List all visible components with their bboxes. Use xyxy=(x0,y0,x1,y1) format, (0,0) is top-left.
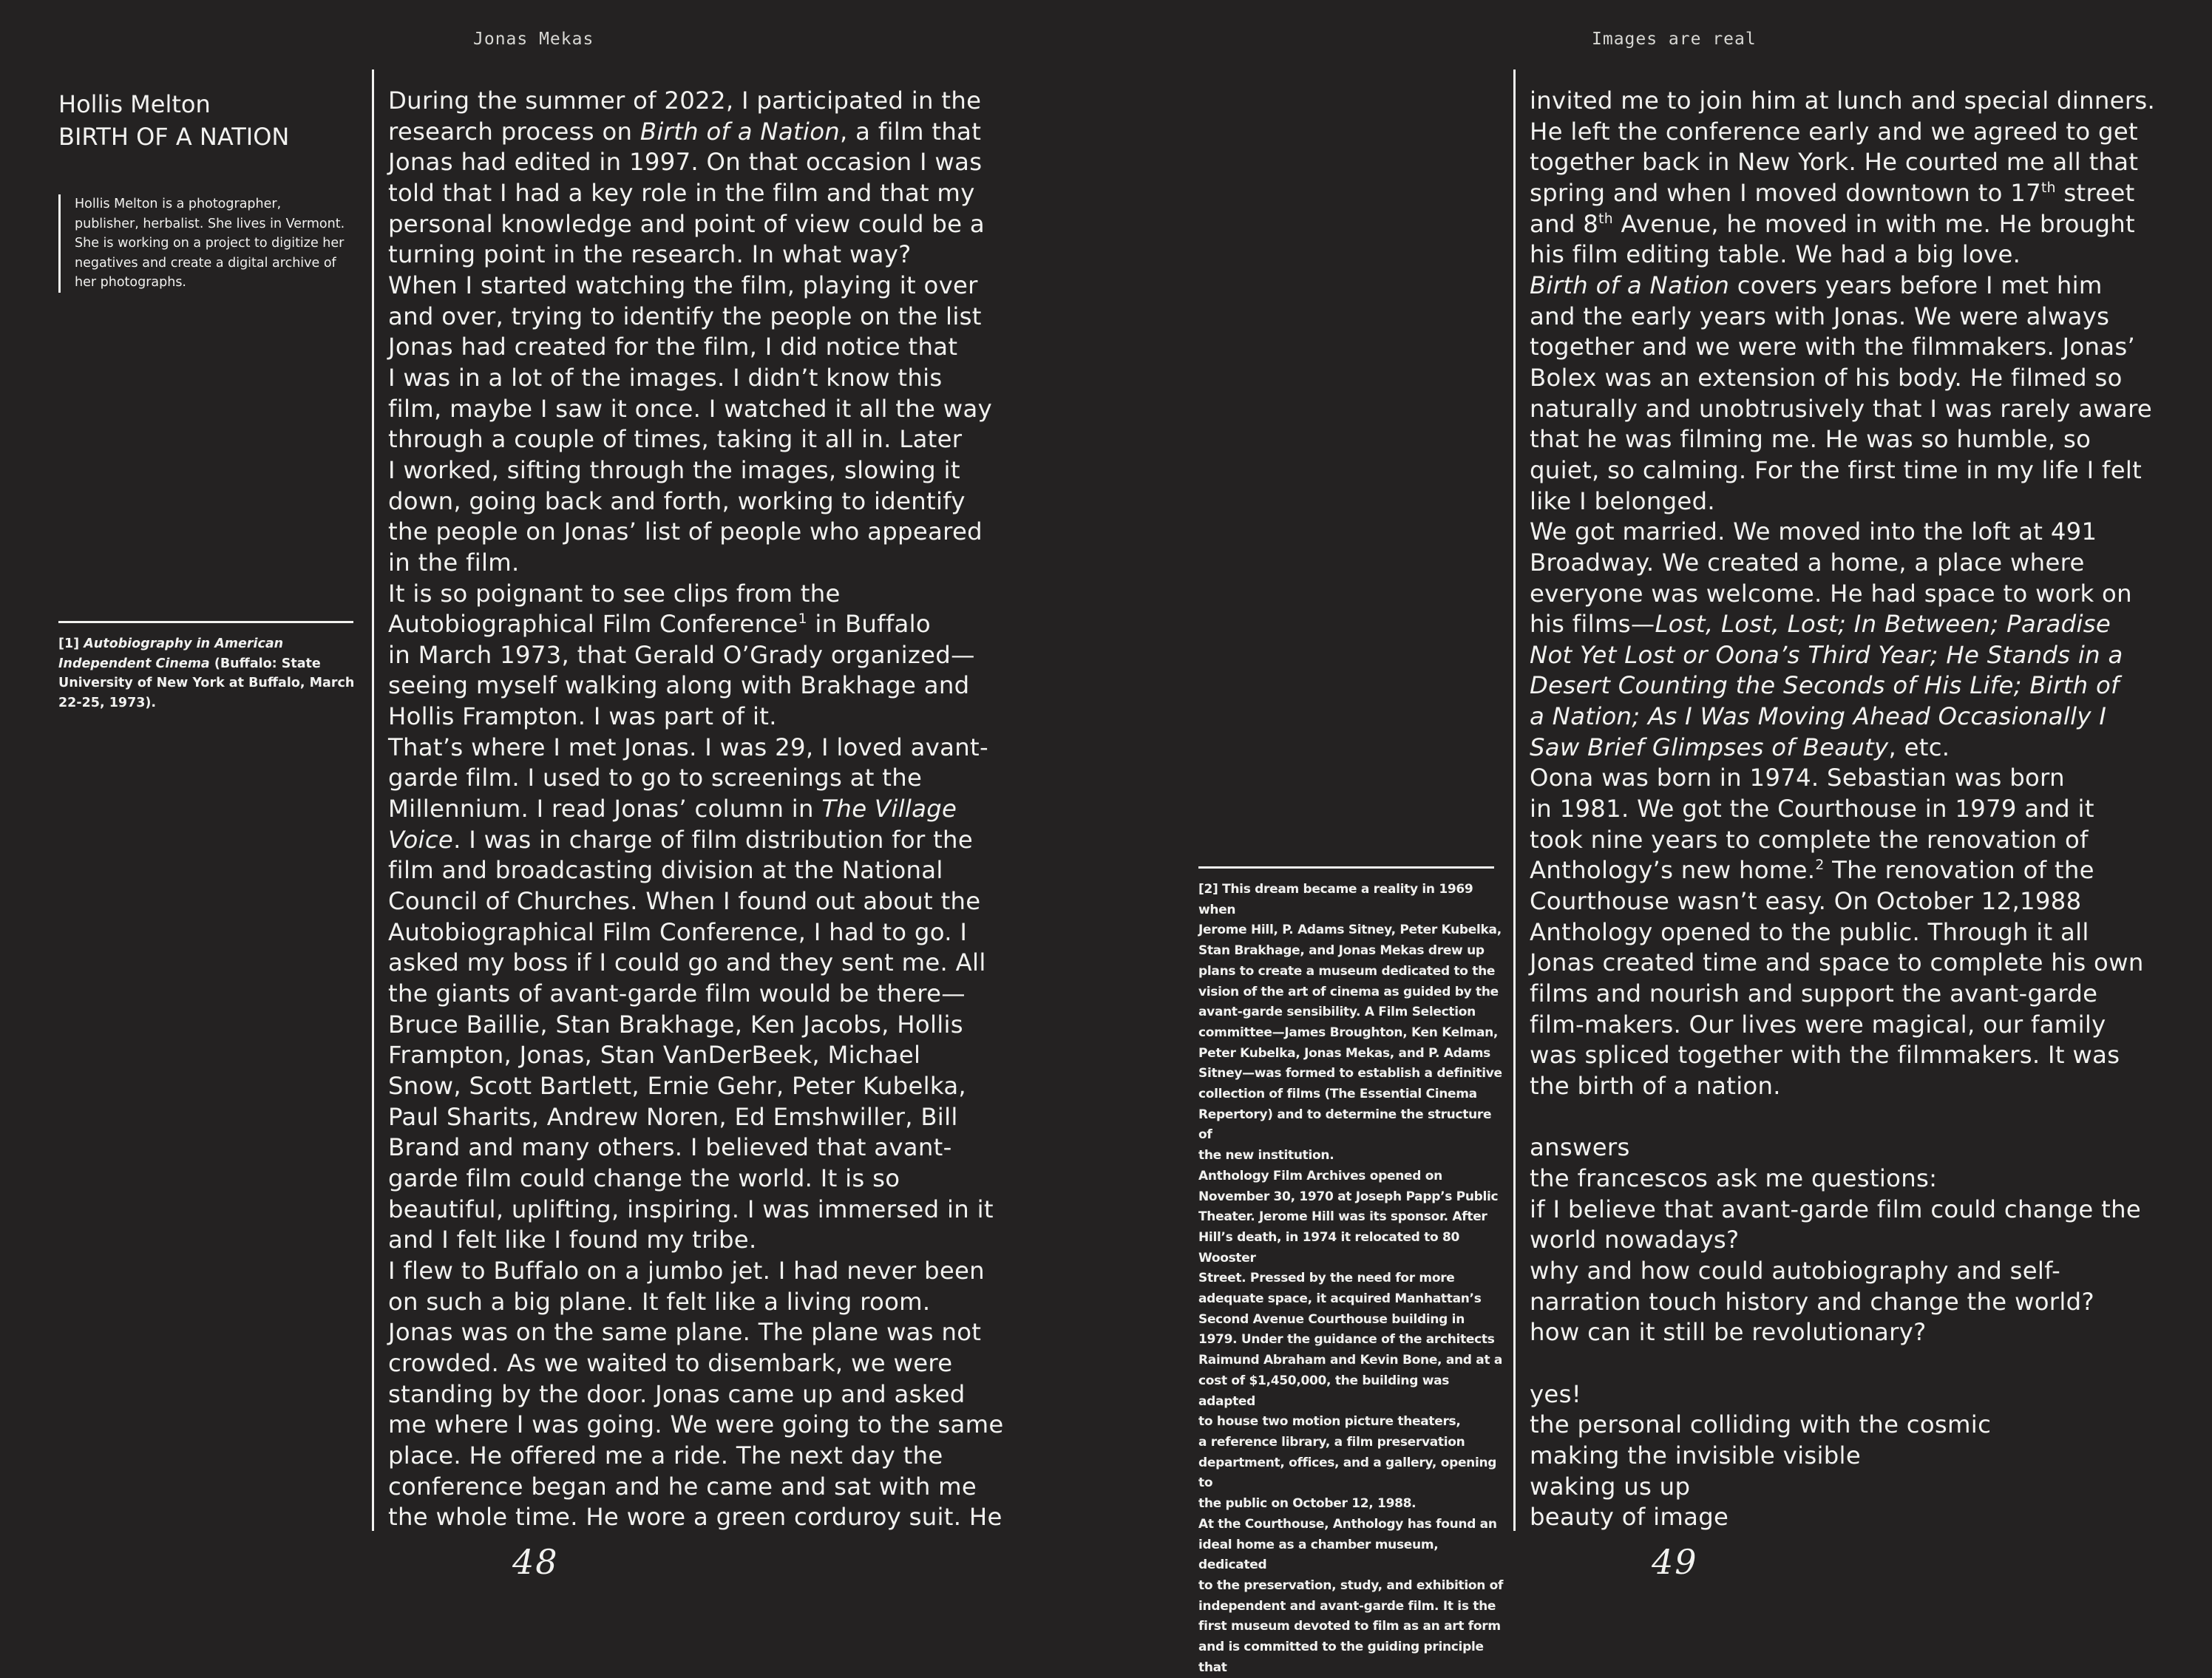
text-line xyxy=(1530,640,2195,671)
text-line xyxy=(388,855,1024,886)
text-line xyxy=(388,147,1024,178)
text-run: Jonas had edited in 1997. On that occasion I was xyxy=(388,148,983,177)
footnote-2-line: Sitney—was formed to establish a definitive xyxy=(1198,1066,1502,1081)
text-run: how can it still be revolutionary? xyxy=(1530,1318,1927,1347)
text-run: and 8 xyxy=(1530,209,1599,238)
text-line xyxy=(1530,1040,2195,1071)
text-line xyxy=(388,517,1024,548)
text-line xyxy=(1530,917,2195,948)
text-run: through a couple of times, taking it all in. Later xyxy=(388,425,963,454)
text-line xyxy=(388,332,1024,363)
text-line xyxy=(1530,1317,2195,1348)
text-line xyxy=(1530,1410,2195,1441)
footnote-2-line: the public on October 12, 1988. xyxy=(1198,1496,1417,1512)
footnote-2-line: avant-garde sensibility. A Film Selection xyxy=(1198,1005,1476,1020)
text-line xyxy=(1530,332,2195,363)
text-line xyxy=(1530,1010,2195,1041)
text-line xyxy=(388,948,1024,979)
text-line xyxy=(388,363,1024,394)
footnote-2-line: Peter Kubelka, Jonas Mekas, and P. Adams xyxy=(1198,1045,1490,1061)
text-line xyxy=(1530,86,2195,117)
text-run: and I felt like I found my tribe. xyxy=(388,1226,757,1254)
text-run: invited me to join him at lunch and special dinners. xyxy=(1530,86,2156,115)
text-run: took nine years to complete the renovation of xyxy=(1530,825,2089,854)
text-line xyxy=(1530,1502,2195,1533)
italic-title: Birth of a Nation xyxy=(639,117,841,146)
text-run: Anthology’s new home. xyxy=(1530,856,1816,885)
text-run: Jonas had created for the film, I did notice that xyxy=(388,333,958,361)
text-run: street xyxy=(2055,178,2135,207)
body-text-right xyxy=(1530,86,2195,1533)
footnote-2-line: a reference library, a film preservation xyxy=(1198,1434,1465,1450)
text-line xyxy=(1530,240,2195,271)
footnote-2-line: At the Courthouse, Anthology has found an xyxy=(1198,1516,1497,1532)
text-run: that he was filming me. He was so humble, so xyxy=(1530,425,2091,454)
text-run: garde film. I used to go to screenings at the xyxy=(388,764,923,792)
text-line xyxy=(388,240,1024,271)
text-run: standing by the door. Jonas came up and asked xyxy=(388,1379,966,1408)
italic-title: Lost, Lost, Lost; In Between; Paradise xyxy=(1655,610,2111,639)
superscript: th xyxy=(2041,180,2056,197)
text-line xyxy=(1530,702,2195,733)
running-head-left: Jonas Mekas xyxy=(473,30,594,49)
text-line xyxy=(1530,1287,2195,1318)
italic-title: The Village xyxy=(821,795,957,823)
text-line xyxy=(388,1040,1024,1071)
footnote-2-line: vision of the art of cinema as guided by the xyxy=(1198,984,1499,999)
text-line xyxy=(1530,794,2195,825)
italic-title: Voice xyxy=(388,825,454,854)
italic-title: Saw Brief Glimpses of Beauty xyxy=(1530,733,1889,761)
text-run: , etc. xyxy=(1888,733,1950,761)
text-line xyxy=(388,609,1024,640)
text-line xyxy=(1530,733,2195,764)
text-line xyxy=(1530,825,2195,856)
text-run: Autobiographical Film Conference, I had to go. I xyxy=(388,917,968,946)
text-line xyxy=(1530,486,2195,517)
text-run: I worked, sifting through the images, slowing it xyxy=(388,455,960,484)
text-line xyxy=(1530,609,2195,640)
text-run: Snow, Scott Bartlett, Ernie Gehr, Peter Kubelka, xyxy=(388,1072,967,1100)
footnote-2-line: November 30, 1970 at Joseph Papp’s Public xyxy=(1198,1189,1499,1204)
footnote-2-line: Street. Pressed by the need for more xyxy=(1198,1271,1455,1286)
text-run: Hollis Frampton. I was part of it. xyxy=(388,702,777,731)
text-run: Brand and many others. I believed that avant- xyxy=(388,1133,952,1162)
text-run: Oona was born in 1974. Sebastian was born xyxy=(1530,764,2065,792)
text-run: Paul Sharits, Andrew Noren, Ed Emshwiller, Bill xyxy=(388,1102,958,1131)
text-line xyxy=(388,1287,1024,1318)
text-line xyxy=(388,424,1024,455)
text-run: Bruce Baillie, Stan Brakhage, Ken Jacobs, Hollis xyxy=(388,1010,963,1039)
text-run: making the invisible visible xyxy=(1530,1441,1862,1470)
text-run: Anthology opened to the public. Through it all xyxy=(1530,917,2089,946)
text-run: the francescos ask me questions: xyxy=(1530,1164,1938,1192)
footnote-2-line: to the preservation, study, and exhibition of xyxy=(1198,1577,1504,1593)
text-run: film and broadcasting division at the National xyxy=(388,856,943,885)
footnote-2-line: Raimund Abraham and Kevin Bone, and at a xyxy=(1198,1353,1503,1368)
footnote-2-line: department, offices, and a gallery, opening to xyxy=(1198,1455,1497,1491)
text-run: garde film could change the world. It is so xyxy=(388,1164,900,1192)
text-run: personal knowledge and point of view could be a xyxy=(388,209,985,238)
footnote-1-text: (Buffalo: State University of New York at Buffalo, March 22-25, 1973). xyxy=(58,656,355,710)
text-line xyxy=(1530,394,2195,425)
text-run: beautiful, uplifting, inspiring. I was immersed in it xyxy=(388,1195,994,1223)
text-run: narration touch history and change the world? xyxy=(1530,1287,2094,1316)
bio-line: publisher, herbalist. She lives in Vermont. xyxy=(75,216,345,231)
footnote-2-line: Repertory) and to determine the structure of xyxy=(1198,1107,1492,1143)
text-run: I was in a lot of the images. I didn’t know this xyxy=(388,363,943,392)
text-run: Jonas was on the same plane. The plane was not xyxy=(388,1318,982,1347)
text-run: Broadway. We created a home, a place where xyxy=(1530,548,2085,577)
text-run: in the film. xyxy=(388,548,520,577)
text-line xyxy=(1530,1379,2195,1410)
bio-line: negatives and create a digital archive of xyxy=(75,255,336,271)
footnote-rule-right xyxy=(1198,866,1494,869)
column-rule-right xyxy=(1513,69,1516,1531)
text-line xyxy=(388,178,1024,209)
text-line xyxy=(1530,1164,2195,1195)
text-line xyxy=(388,394,1024,425)
footnote-2-line: committee—James Broughton, Ken Kelman, xyxy=(1198,1025,1499,1040)
superscript: th xyxy=(1598,211,1613,227)
text-line xyxy=(388,640,1024,671)
text-run: spring and when I moved downtown to 17 xyxy=(1530,178,2041,207)
text-run: seeing myself walking along with Brakhage and xyxy=(388,671,970,700)
text-line xyxy=(1530,1071,2195,1102)
text-run: why and how could autobiography and self- xyxy=(1530,1256,2061,1285)
text-run: in March 1973, that Gerald O’Grady organized— xyxy=(388,640,975,669)
text-run: the giants of avant-garde film would be there— xyxy=(388,979,966,1008)
body-text-left xyxy=(388,86,1024,1533)
text-line xyxy=(1530,517,2195,548)
text-run: the personal colliding with the cosmic xyxy=(1530,1410,1992,1439)
text-run: He left the conference early and we agreed to get xyxy=(1530,117,2138,146)
text-run: Jonas created time and space to complete his own xyxy=(1530,948,2144,977)
text-line xyxy=(388,302,1024,333)
text-run: yes! xyxy=(1530,1379,1581,1408)
text-line xyxy=(1530,1195,2195,1226)
author-name: Hollis Melton xyxy=(58,90,211,118)
text-run: the people on Jonas’ list of people who appeared xyxy=(388,517,983,546)
text-run: together and we were with the filmmakers. Jonas’ xyxy=(1530,333,2136,361)
page-number-left: 48 xyxy=(512,1542,559,1582)
text-line xyxy=(388,763,1024,794)
italic-title: Birth of a Nation xyxy=(1530,271,1730,299)
text-run: film-makers. Our lives were magical, our family xyxy=(1530,1010,2106,1039)
text-line xyxy=(1530,548,2195,579)
text-line xyxy=(388,1472,1024,1503)
footnote-1-marker: [1] xyxy=(58,636,84,651)
text-run: turning point in the research. In what way? xyxy=(388,240,912,269)
text-line xyxy=(1530,948,2195,979)
footnote-2-line: independent and avant-garde film. It is the xyxy=(1198,1598,1496,1614)
footnote-2-line: the new institution. xyxy=(1198,1148,1334,1164)
text-line xyxy=(388,209,1024,240)
text-run: Frampton, Jonas, Stan VanDerBeek, Michael xyxy=(388,1041,921,1070)
text-line xyxy=(1530,178,2195,209)
text-line xyxy=(388,1164,1024,1195)
text-line xyxy=(1530,1225,2195,1256)
text-run: down, going back and forth, working to identify xyxy=(388,486,966,515)
superscript: 1 xyxy=(798,611,807,628)
footnote-2-line: ideal home as a chamber museum, dedicated xyxy=(1198,1537,1439,1573)
text-line xyxy=(388,1195,1024,1226)
text-run: Avenue, he moved in with me. He brought xyxy=(1612,209,2135,238)
text-run: the whole time. He wore a green corduroy suit. He xyxy=(388,1503,1002,1532)
text-line xyxy=(388,1102,1024,1133)
paragraph-gap xyxy=(1530,1348,2195,1379)
text-line xyxy=(1530,147,2195,178)
text-line xyxy=(388,1348,1024,1379)
text-line xyxy=(388,1441,1024,1472)
text-run: told that I had a key role in the film and that my xyxy=(388,178,975,207)
footnote-2-line: collection of films (The Essential Cinema xyxy=(1198,1087,1477,1102)
article-heading xyxy=(58,88,289,153)
text-line xyxy=(388,825,1024,856)
page-number-right: 49 xyxy=(1652,1542,1698,1582)
footnote-2 xyxy=(1198,880,1509,1678)
footnote-rule-left xyxy=(58,621,353,623)
footnote-1-title: Autobiography in American Independent Cinema xyxy=(58,636,284,671)
text-line xyxy=(388,117,1024,148)
text-run: . I was in charge of film distribution for the xyxy=(453,825,973,854)
text-run: covers years before I met him xyxy=(1729,271,2103,299)
text-line xyxy=(388,1256,1024,1287)
text-run: naturally and unobtrusively that I was rarely aware xyxy=(1530,394,2153,423)
text-run: film, maybe I saw it once. I watched it all the way xyxy=(388,394,993,423)
text-line xyxy=(388,1379,1024,1410)
text-line xyxy=(388,486,1024,517)
text-run: waking us up xyxy=(1530,1472,1691,1501)
text-line xyxy=(388,548,1024,579)
text-run: me where I was going. We were going to the same xyxy=(388,1410,1004,1439)
footnote-2-line: adequate space, it acquired Manhattan’s xyxy=(1198,1291,1482,1307)
text-line xyxy=(388,670,1024,702)
text-line xyxy=(1530,209,2195,240)
text-run: together back in New York. He courted me all that xyxy=(1530,148,2139,177)
text-run: the birth of a nation. xyxy=(1530,1072,1781,1100)
text-run: quiet, so calming. For the first time in my life I felt xyxy=(1530,455,2143,484)
text-line xyxy=(1530,1132,2195,1164)
text-line xyxy=(388,794,1024,825)
text-run: everyone was welcome. He had space to work on xyxy=(1530,579,2132,608)
text-run: his film editing table. We had a big love. xyxy=(1530,240,2021,269)
text-run: films and nourish and support the avant-garde xyxy=(1530,979,2098,1008)
text-line xyxy=(388,1132,1024,1164)
text-run: The renovation of the xyxy=(1824,856,2094,885)
text-line xyxy=(388,271,1024,302)
footnote-2-line: to house two motion picture theaters, xyxy=(1198,1414,1461,1430)
text-run: During the summer of 2022, I participated in the xyxy=(388,86,982,115)
text-run: That’s where I met Jonas. I was 29, I loved avant- xyxy=(388,733,988,761)
text-line xyxy=(1530,886,2195,917)
paragraph-gap xyxy=(1530,1102,2195,1133)
footnote-2-line: and is committed to the guiding principle that xyxy=(1198,1640,1484,1675)
text-line xyxy=(388,1071,1024,1102)
text-run: world nowadays? xyxy=(1530,1226,1740,1254)
text-line xyxy=(1530,363,2195,394)
text-line xyxy=(388,1225,1024,1256)
text-run: , a film that xyxy=(840,117,982,146)
text-run: beauty of image xyxy=(1530,1503,1729,1532)
superscript: 2 xyxy=(1815,857,1825,874)
text-run: and over, trying to identify the people on the list xyxy=(388,302,982,330)
text-run: in 1981. We got the Courthouse in 1979 and it xyxy=(1530,795,2094,823)
text-line xyxy=(388,733,1024,764)
italic-title: a Nation; As I Was Moving Ahead Occasionally I xyxy=(1530,702,2107,731)
footnote-2-line: Second Avenue Courthouse building in xyxy=(1198,1311,1465,1327)
text-line xyxy=(1530,424,2195,455)
text-line xyxy=(388,86,1024,117)
footnote-2-line: [2] This dream became a reality in 1969 when xyxy=(1198,882,1473,917)
footnote-2-line: 1979. Under the guidance of the architects xyxy=(1198,1332,1495,1348)
text-line xyxy=(1530,271,2195,302)
text-line xyxy=(1530,979,2195,1010)
text-line xyxy=(388,455,1024,486)
text-run: It is so poignant to see clips from the xyxy=(388,579,841,608)
bio-line: Hollis Melton is a photographer, xyxy=(75,197,282,211)
text-run: his films— xyxy=(1530,610,1655,639)
text-line xyxy=(1530,1441,2195,1472)
text-run: When I started watching the film, playing it over xyxy=(388,271,978,299)
text-run: research process on xyxy=(388,117,640,146)
text-run: place. He offered me a ride. The next day the xyxy=(388,1441,943,1470)
text-line xyxy=(1530,855,2195,886)
bio-line: her photographs. xyxy=(75,275,186,290)
text-line xyxy=(1530,579,2195,610)
text-run: answers xyxy=(1530,1133,1630,1162)
column-rule-left xyxy=(372,69,374,1531)
footnote-2-line: Stan Brakhage, and Jonas Mekas drew up xyxy=(1198,943,1485,959)
footnote-2-line: first museum devoted to film as an art form xyxy=(1198,1619,1501,1634)
footnote-2-line: cost of $1,450,000, the building was adapted xyxy=(1198,1373,1450,1409)
text-line xyxy=(1530,302,2195,333)
text-line xyxy=(388,579,1024,610)
author-bio xyxy=(58,194,378,293)
article-title: BIRTH OF A NATION xyxy=(58,123,290,151)
text-run: conference began and he came and sat with me xyxy=(388,1472,977,1501)
text-line xyxy=(388,1502,1024,1533)
text-run: in Buffalo xyxy=(807,610,931,639)
text-run: if I believe that avant-garde film could change the xyxy=(1530,1195,2142,1223)
text-line xyxy=(388,702,1024,733)
footnote-2-line: Theater. Jerome Hill was its sponsor. After xyxy=(1198,1209,1487,1225)
text-line xyxy=(1530,1472,2195,1503)
text-run: Autobiographical Film Conference xyxy=(388,610,798,639)
text-run: asked my boss if I could go and they sent me. All xyxy=(388,948,986,977)
text-run: was spliced together with the filmmakers. It was xyxy=(1530,1041,2120,1070)
text-run: on such a big plane. It felt like a living room. xyxy=(388,1287,931,1316)
text-line xyxy=(1530,117,2195,148)
footnote-2-line: Hill’s death, in 1974 it relocated to 80 Wooster xyxy=(1198,1229,1460,1266)
text-line xyxy=(388,1317,1024,1348)
text-run: We got married. We moved into the loft at 491 xyxy=(1530,517,2097,546)
footnote-2-line: plans to create a museum dedicated to the xyxy=(1198,963,1496,979)
text-line xyxy=(388,979,1024,1010)
text-run: Millennium. I read Jonas’ column in xyxy=(388,795,822,823)
text-run: Council of Churches. When I found out about the xyxy=(388,887,981,916)
footnote-2-line: Jerome Hill, P. Adams Sitney, Peter Kubelka, xyxy=(1198,923,1502,938)
text-run: crowded. As we waited to disembark, we were xyxy=(388,1348,953,1377)
text-line xyxy=(388,1410,1024,1441)
footnote-1 xyxy=(58,634,362,713)
text-run: like I belonged. xyxy=(1530,486,1715,515)
text-run: and the early years with Jonas. We were always xyxy=(1530,302,2110,330)
text-line xyxy=(1530,763,2195,794)
text-line xyxy=(388,1010,1024,1041)
text-line xyxy=(1530,455,2195,486)
text-line xyxy=(388,886,1024,917)
text-run: Courthouse wasn’t easy. On October 12,1988 xyxy=(1530,887,2082,916)
bio-line: She is working on a project to digitize her xyxy=(75,236,345,251)
text-run: Bolex was an extension of his body. He filmed so xyxy=(1530,363,2123,392)
text-line xyxy=(388,917,1024,948)
footnote-2-line: Anthology Film Archives opened on xyxy=(1198,1168,1442,1183)
italic-title: Desert Counting the Seconds of His Life; Birth of xyxy=(1530,671,2120,700)
text-line xyxy=(1530,670,2195,702)
text-line xyxy=(1530,1256,2195,1287)
running-head-right: Images are real xyxy=(1592,30,1757,49)
text-run: I flew to Buffalo on a jumbo jet. I had never been xyxy=(388,1256,985,1285)
italic-title: Not Yet Lost or Oona’s Third Year; He Stands in a xyxy=(1530,640,2123,669)
